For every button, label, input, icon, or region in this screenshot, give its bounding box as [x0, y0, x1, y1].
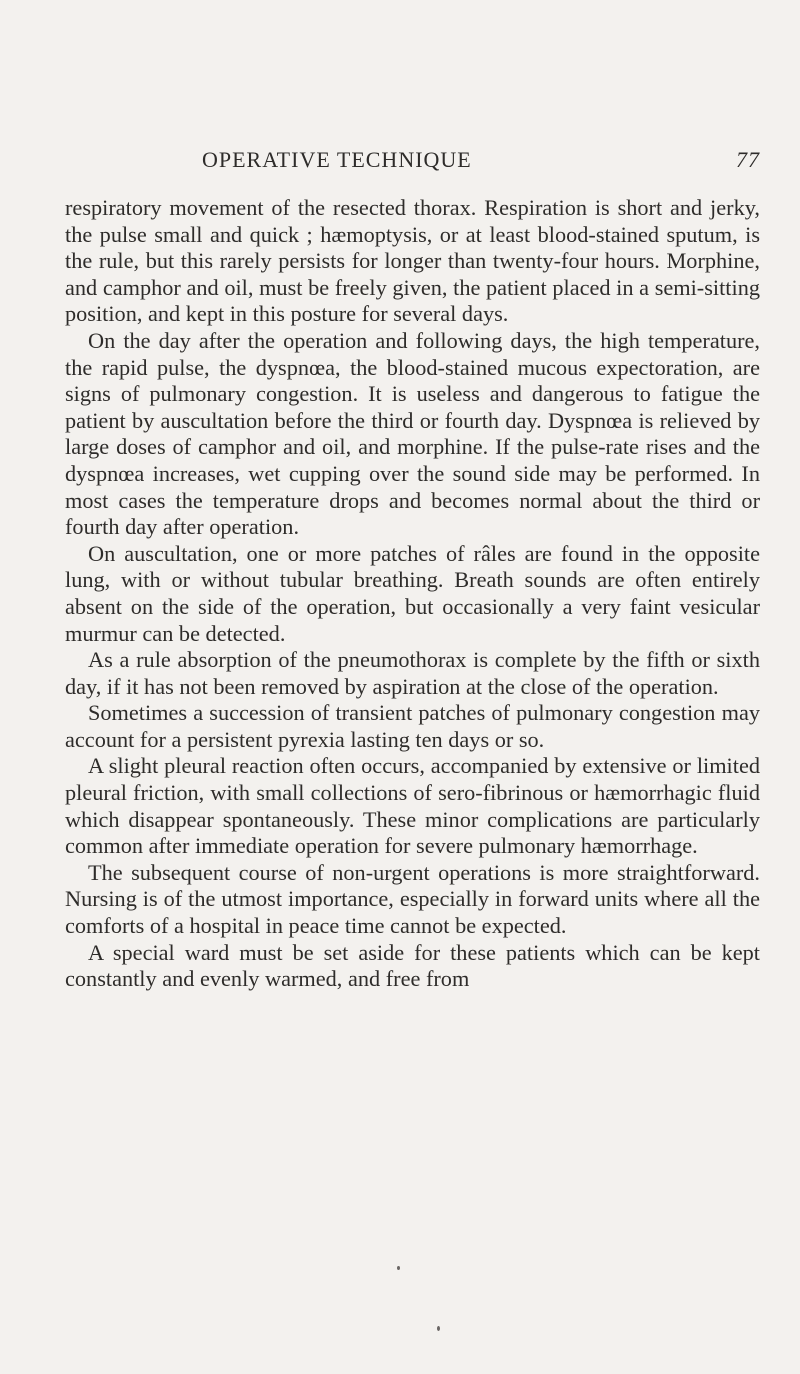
running-head: [202, 147, 760, 175]
paper-speck: [397, 1266, 400, 1270]
paragraph: A special ward must be set aside for these patients which can be kept constantly and evenly warmed, and free from: [65, 939, 760, 992]
paragraph: A slight pleural reaction often occurs, accompanied by extensive or limited pleural friction, with small collections of sero-fibrinous or hæmorrhagic fluid which disappear spontaneously. These minor complications are particularly common after immediate operation for severe pulmonary hæmorrhage.: [65, 753, 760, 859]
page-number: 77: [736, 147, 760, 172]
paragraph: respiratory movement of the resected thorax. Respiration is short and jerky, the pulse small and quick ; hæmoptysis, or at least blood-stained sputum, is the rule, but this rarely persists for longer than twenty-four hours. Morphine, and camphor and oil, must be freely given, the patient placed in a semi-sitting position, and kept in this posture for several days.: [65, 195, 760, 327]
paragraph: As a rule absorption of the pneumothorax is complete by the fifth or sixth day, if it has not been removed by aspiration at the close of the operation.: [65, 647, 760, 699]
paragraph: The subsequent course of non-urgent operations is more straightforward. Nursing is of the utmost importance, especially in forward units where all the comforts of a hospital in peace time cannot be expected.: [65, 859, 760, 939]
body-text: [65, 195, 760, 993]
running-title: OPERATIVE TECHNIQUE: [202, 147, 472, 172]
paragraph: Sometimes a succession of transient patches of pulmonary congestion may account for a persistent pyrexia lasting ten days or so.: [65, 700, 760, 752]
paragraph: On the day after the operation and following days, the high temperature, the rapid pulse, the dyspnœa, the blood-stained mucous expectoration, are signs of pulmonary congestion. It is useless and dangerous to fatigue the patient by auscultation before the third or fourth day. Dyspnœa is relieved by large doses of camphor and oil, and morphine. If the pulse-rate rises and the dyspnœa increases, wet cupping over the sound side may be performed. In most cases the temperature drops and becomes normal about the third or fourth day after operation.: [65, 327, 760, 540]
paragraph: On auscultation, one or more patches of râles are found in the opposite lung, with or without tubular breathing. Breath sounds are often entirely absent on the side of the operation, but occasionally a very faint vesicular murmur can be detected.: [65, 540, 760, 646]
paper-speck: [437, 1326, 440, 1331]
